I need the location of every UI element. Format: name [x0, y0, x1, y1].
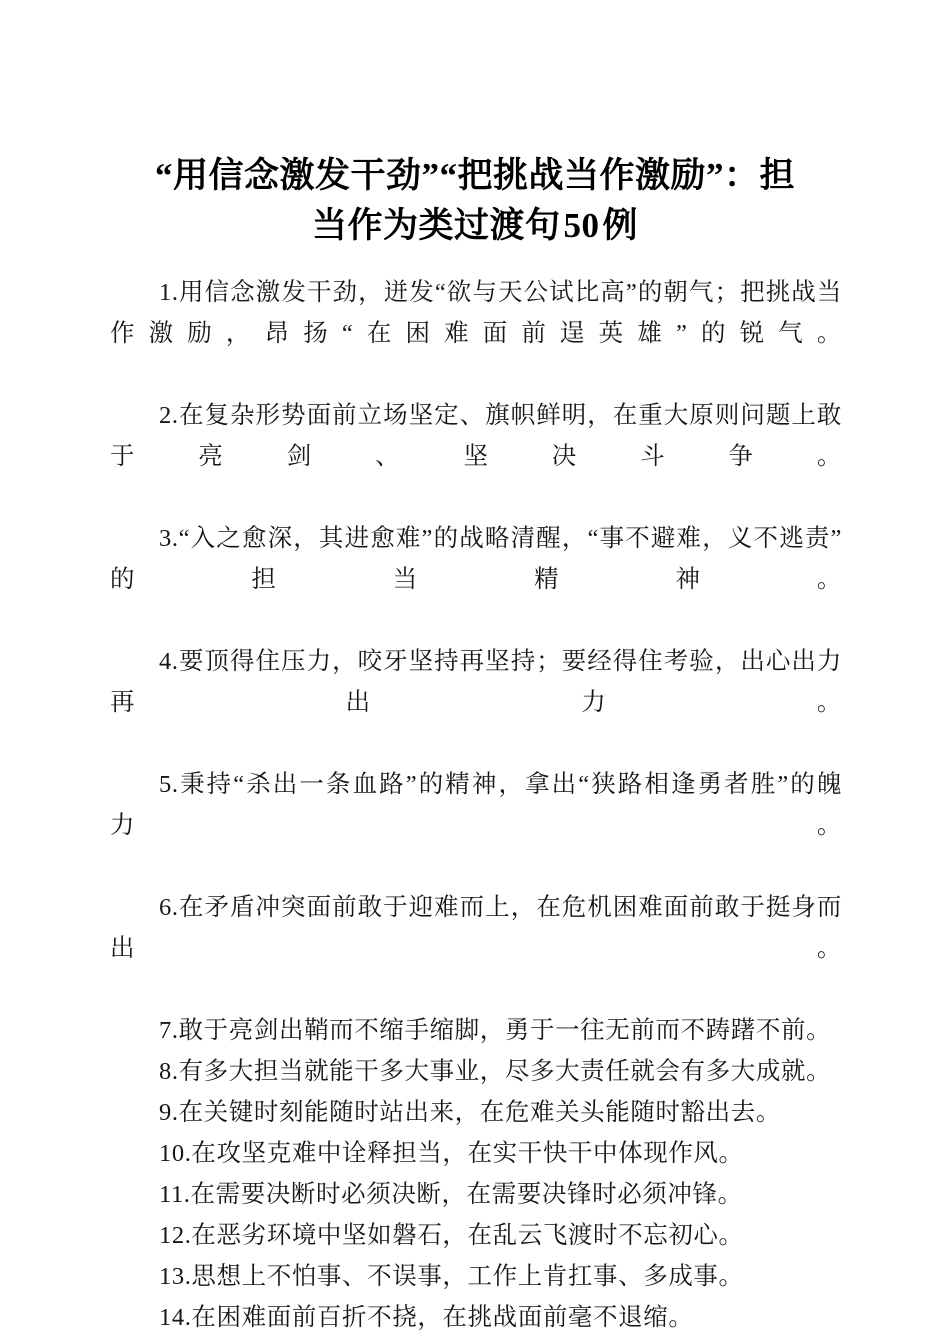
list-item: 11.在需要决断时必须决断，在需要决锋时必须冲锋。 [159, 1181, 743, 1208]
list-item: 13.思想上不怕事、不误事，工作上肯扛事、多成事。 [159, 1263, 744, 1290]
document-body [110, 272, 842, 1338]
list-item: 5.秉持“杀出一条血路”的精神，拿出“狭路相逢勇者胜”的魄力。 [110, 771, 842, 839]
page-title-count: 50 [563, 206, 600, 246]
list-item: 12.在恶劣环境中坚如磐石，在乱云飞渡时不忘初心。 [159, 1222, 744, 1249]
list-item: 8.有多大担当就能干多大事业，尽多大责任就会有多大成就。 [159, 1058, 832, 1085]
list-item: 14.在困难面前百折不挠，在挑战面前毫不退缩。 [159, 1304, 694, 1331]
list-item: 7.敢于亮剑出鞘而不缩手缩脚，勇于一往无前而不踌躇不前。 [159, 1017, 832, 1044]
list-item: 2.在复杂形势面前立场坚定、旗帜鲜明，在重大原则问题上敢于亮剑、坚决斗争。 [110, 402, 842, 470]
list-item: 9.在关键时刻能随时站出来，在危难关头能随时豁出去。 [159, 1099, 781, 1126]
list-item: 10.在攻坚克难中诠释担当，在实干快干中体现作风。 [159, 1140, 744, 1167]
page-title-line-2-prefix: 当作为类过渡句 [311, 206, 561, 246]
page-title-line-2-suffix: 例 [602, 206, 639, 246]
list-item: 6.在矛盾冲突面前敢于迎难而上，在危机困难面前敢于挺身而出。 [110, 894, 842, 962]
list-item: 3.“入之愈深，其进愈难”的战略清醒，“事不避难，义不逃责”的担当精神。 [110, 525, 842, 593]
list-item: 4.要顶得住压力，咬牙坚持再坚持；要经得住考验，出心出力再出力。 [110, 648, 842, 716]
list-item: 1.用信念激发干劲，迸发“欲与天公试比高”的朝气；把挑战当作激励，昂扬“在困难面前逞英雄”的锐气。 [110, 279, 842, 347]
page-title [110, 151, 840, 251]
page-title-line-1: “用信念激发干劲”“把挑战当作激励”：担 [154, 156, 795, 196]
